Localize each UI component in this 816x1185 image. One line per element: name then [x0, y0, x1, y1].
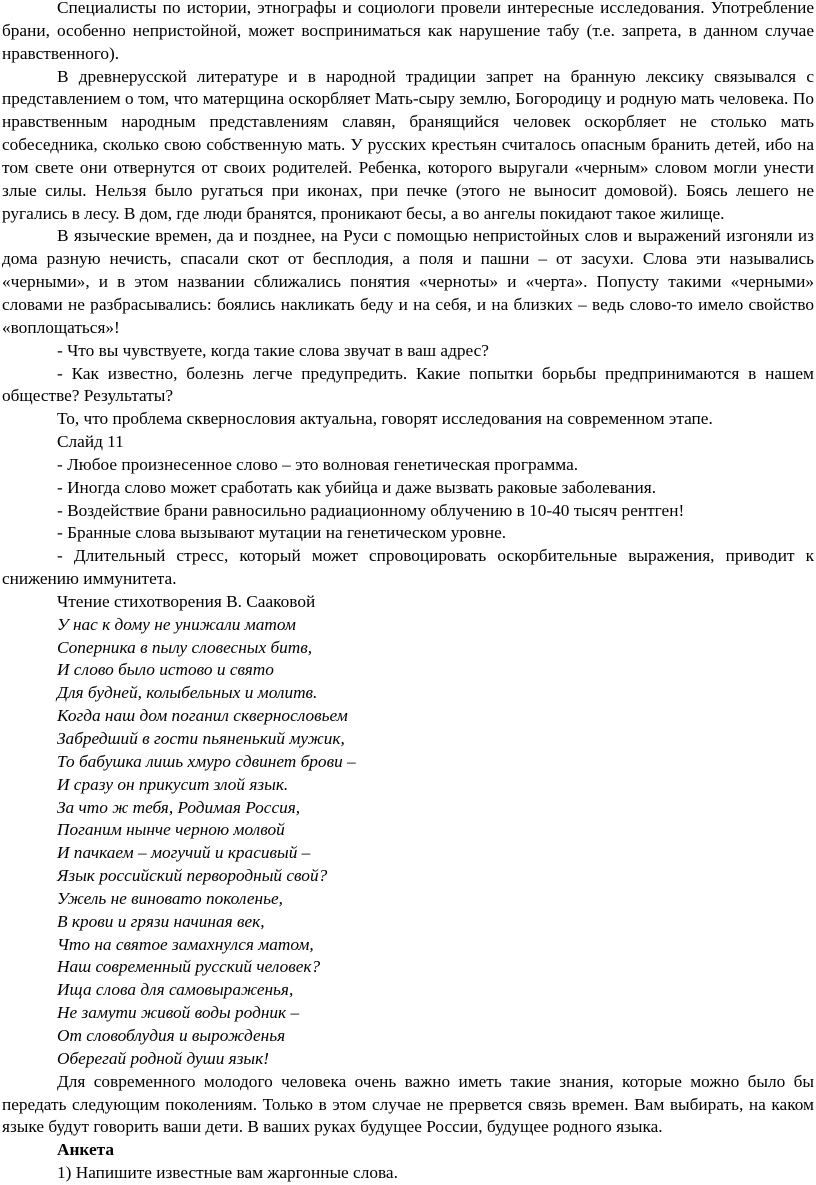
poem-line: За что ж тебя, Родимая Россия,	[57, 797, 301, 817]
fact-item: - Воздействие брани равносильно радиационному облучению в 10-40 тысяч рентген!	[57, 500, 685, 520]
poem-line: И слово было истово и свято	[57, 660, 274, 680]
question-feelings: - Что вы чувствуете, когда такие слова звучат в ваш адрес?	[57, 340, 489, 360]
paragraph-intro: Специалисты по истории, этнографы и социологи провели интересные исследования. Употребление брани, особенно непристойной, может восприниматься как нарушение табу (т.е. запрета, в данном случае нравственного).	[2, 0, 814, 63]
poem-line: Забредший в гости пьяненький мужик,	[57, 729, 345, 748]
paragraph-pagan-times: В языческие времен, да и позднее, на Руси с помощью непристойных слов и выражений изгоняли из дома разную нечисть, спасали скот от бесплодия, а поля и пашни – от засухи. Слова эти назывались «черными», и в этом названии сближались понятия «черноты» и «черта». Попусту такими «черными» словами не разбрасывались: боялись накликать беду и на себя, и на близких – ведь слово-то имело свойство «воплощаться»!	[2, 226, 814, 337]
facts-list	[2, 454, 814, 591]
poem-line: От словоблудия и вырожденья	[57, 1025, 286, 1045]
poem-line: Язык российский первородный свой?	[57, 866, 328, 886]
survey-item: 1) Напишите известные вам жаргонные слова.	[57, 1163, 398, 1183]
poem-line: Не замути живой воды родник –	[57, 1003, 300, 1023]
poem	[2, 614, 814, 1071]
paragraph-closing: Для современного молодого человека очень важно иметь такие знания, которые можно было бы передать следующим поколениям. Только в этом случае не прервется связь времен. Вам выбирать, на каком языке будут говорить ваши дети. В ваших руках будущее России, будущее родного языка.	[2, 1071, 814, 1137]
fact-item: - Иногда слово может сработать как убийца и даже вызвать раковые заболевания.	[57, 477, 657, 497]
poem-line: Ища слова для самовыраженья,	[57, 980, 294, 1000]
poem-line: Наш современный русский человек?	[57, 957, 321, 977]
paragraph-old-russian-tradition: В древнерусской литературе и в народной традиции запрет на бранную лексику связывался с представлением о том, что матерщина оскорбляет Мать-сыру землю, Богородицу и родную мать человека. По нравственным народным представлениям славян, бранящийся человек оскорбляет не столько мать собеседника, сколько свою собственную мать. У русских крестьян считалось опасным бранить детей, ибо на том свете они отвернутся от своих родителей. Ребенка, которого выругали «черным» словом могли унести злые силы. Нельзя было ругаться при иконах, при печке (этого не выносит домовой). Боясь лешего не ругались в лесу. В дом, где люди бранятся, проникают бесы, а во ангелы покидают такое жилище.	[2, 66, 814, 223]
poem-line: У нас к дому не унижали матом	[57, 614, 296, 634]
poem-line: И пачкаем – могучий и красивый –	[57, 843, 311, 863]
poem-line: То бабушка лишь хмуро сдвинет брови –	[57, 751, 356, 771]
slide-label: Слайд 11	[57, 432, 124, 452]
poem-line: Оберегай родной души язык!	[57, 1048, 269, 1068]
poem-line: Когда наш дом поганил сквернословьем	[57, 706, 348, 726]
fact-item: - Длительный стресс, который может спровоцировать оскорбительные выражения, приводит к снижению иммунитета.	[2, 546, 814, 589]
fact-item: - Бранные слова вызывают мутации на генетическом уровне.	[57, 523, 507, 543]
paragraph-research: То, что проблема сквернословия актуальна, говорят исследования на современном этапе.	[57, 409, 713, 429]
poem-line: Соперника в пылу словесных битв,	[57, 637, 313, 657]
survey-heading: Анкета	[57, 1140, 114, 1160]
poem-line: Ужель не виновато поколенье,	[57, 888, 283, 908]
poem-line: И сразу он прикусит злой язык.	[57, 774, 289, 794]
poem-line: Что на святое замахнулся матом,	[57, 934, 314, 954]
poem-line: Поганим нынче черною молвой	[57, 820, 285, 840]
poem-line: В крови и грязи начиная век,	[57, 911, 265, 931]
fact-item: - Любое произнесенное слово – это волновая генетическая программа.	[57, 454, 579, 474]
poem-line: Для будней, колыбельных и молитв.	[57, 683, 318, 703]
poem-intro: Чтение стихотворения В. Сааковой	[57, 591, 316, 611]
question-prevention: - Как известно, болезнь легче предупредить. Какие попытки борьбы предпринимаются в нашем обществе? Результаты?	[2, 363, 814, 406]
